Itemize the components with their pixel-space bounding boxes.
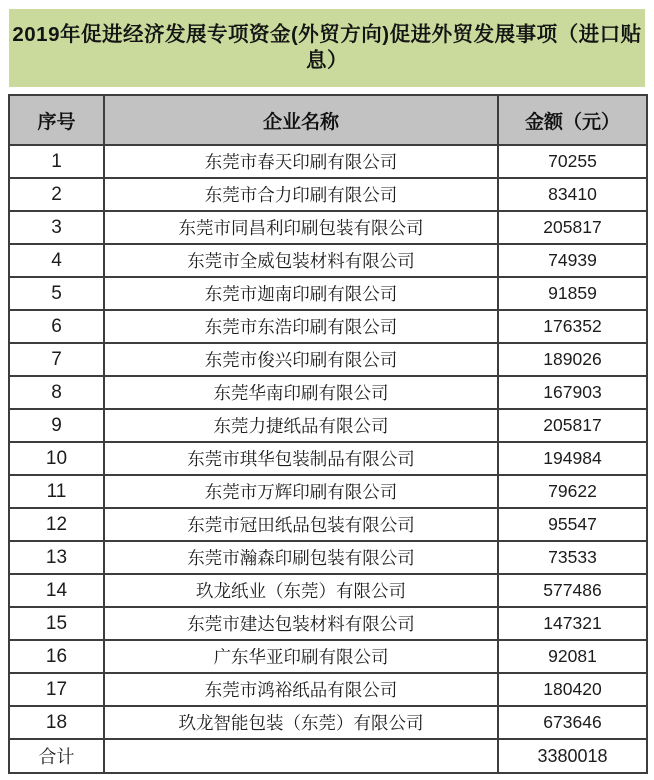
amount-cell: 73533 — [498, 541, 647, 574]
table-row — [9, 607, 647, 640]
serial-number-cell: 6 — [9, 310, 104, 343]
amount-cell: 205817 — [498, 211, 647, 244]
amount-cell: 577486 — [498, 574, 647, 607]
company-name-cell: 东莞市迦南印刷有限公司 — [104, 277, 498, 310]
company-name-cell: 东莞市鸿裕纸品有限公司 — [104, 673, 498, 706]
amount-cell: 147321 — [498, 607, 647, 640]
table-row — [9, 409, 647, 442]
table-row — [9, 640, 647, 673]
company-name-cell: 广东华亚印刷有限公司 — [104, 640, 498, 673]
serial-number-cell: 8 — [9, 376, 104, 409]
company-name-cell: 东莞市瀚森印刷包装有限公司 — [104, 541, 498, 574]
serial-number-cell: 13 — [9, 541, 104, 574]
company-name-cell: 东莞市同昌利印刷包装有限公司 — [104, 211, 498, 244]
company-name-cell: 东莞市合力印刷有限公司 — [104, 178, 498, 211]
company-name-cell: 东莞力捷纸品有限公司 — [104, 409, 498, 442]
company-name-cell: 东莞市俊兴印刷有限公司 — [104, 343, 498, 376]
serial-number-cell: 2 — [9, 178, 104, 211]
serial-number-cell: 5 — [9, 277, 104, 310]
amount-cell: 83410 — [498, 178, 647, 211]
table-row — [9, 244, 647, 277]
amount-cell: 95547 — [498, 508, 647, 541]
total-amount: 3380018 — [498, 739, 647, 773]
company-name-cell: 玖龙纸业（东莞）有限公司 — [104, 574, 498, 607]
header-company-name: 企业名称 — [104, 95, 498, 145]
company-name-cell: 东莞市全威包装材料有限公司 — [104, 244, 498, 277]
total-label: 合计 — [9, 739, 104, 773]
table-row — [9, 211, 647, 244]
table-row — [9, 508, 647, 541]
amount-cell: 673646 — [498, 706, 647, 739]
amount-cell: 167903 — [498, 376, 647, 409]
table-row — [9, 145, 647, 178]
table-row — [9, 343, 647, 376]
table-row — [9, 178, 647, 211]
amount-cell: 176352 — [498, 310, 647, 343]
table-header-row — [9, 95, 647, 145]
table-row — [9, 310, 647, 343]
company-name-cell: 东莞华南印刷有限公司 — [104, 376, 498, 409]
serial-number-cell: 3 — [9, 211, 104, 244]
serial-number-cell: 12 — [9, 508, 104, 541]
amount-cell: 91859 — [498, 277, 647, 310]
serial-number-cell: 18 — [9, 706, 104, 739]
table-row — [9, 541, 647, 574]
serial-number-cell: 16 — [9, 640, 104, 673]
serial-number-cell: 9 — [9, 409, 104, 442]
company-name-cell: 东莞市冠田纸品包装有限公司 — [104, 508, 498, 541]
amount-cell: 70255 — [498, 145, 647, 178]
company-name-cell: 东莞市建达包装材料有限公司 — [104, 607, 498, 640]
table-row — [9, 706, 647, 739]
amount-cell: 74939 — [498, 244, 647, 277]
company-name-cell: 东莞市春天印刷有限公司 — [104, 145, 498, 178]
company-name-cell: 东莞市万辉印刷有限公司 — [104, 475, 498, 508]
company-name-cell: 东莞市琪华包装制品有限公司 — [104, 442, 498, 475]
serial-number-cell: 10 — [9, 442, 104, 475]
title-banner — [9, 9, 645, 87]
company-name-cell: 玖龙智能包装（东莞）有限公司 — [104, 706, 498, 739]
table-body — [9, 145, 647, 739]
serial-number-cell: 17 — [9, 673, 104, 706]
serial-number-cell: 11 — [9, 475, 104, 508]
serial-number-cell: 7 — [9, 343, 104, 376]
amount-cell: 189026 — [498, 343, 647, 376]
serial-number-cell: 15 — [9, 607, 104, 640]
amount-cell: 92081 — [498, 640, 647, 673]
amount-cell: 79622 — [498, 475, 647, 508]
table-row — [9, 673, 647, 706]
table-row — [9, 277, 647, 310]
amount-cell: 180420 — [498, 673, 647, 706]
amount-cell: 194984 — [498, 442, 647, 475]
serial-number-cell: 14 — [9, 574, 104, 607]
table-row — [9, 442, 647, 475]
total-row — [9, 739, 647, 773]
serial-number-cell: 4 — [9, 244, 104, 277]
funding-table — [8, 94, 648, 774]
company-name-cell: 东莞市东浩印刷有限公司 — [104, 310, 498, 343]
table-row — [9, 574, 647, 607]
total-name-cell-empty — [104, 739, 498, 773]
amount-cell: 205817 — [498, 409, 647, 442]
header-serial-number: 序号 — [9, 95, 104, 145]
serial-number-cell: 1 — [9, 145, 104, 178]
table-row — [9, 475, 647, 508]
page-title: 2019年促进经济发展专项资金(外贸方向)促进外贸发展事项（进口贴息） — [12, 23, 642, 72]
header-amount-yuan: 金额（元） — [498, 95, 647, 145]
table-row — [9, 376, 647, 409]
